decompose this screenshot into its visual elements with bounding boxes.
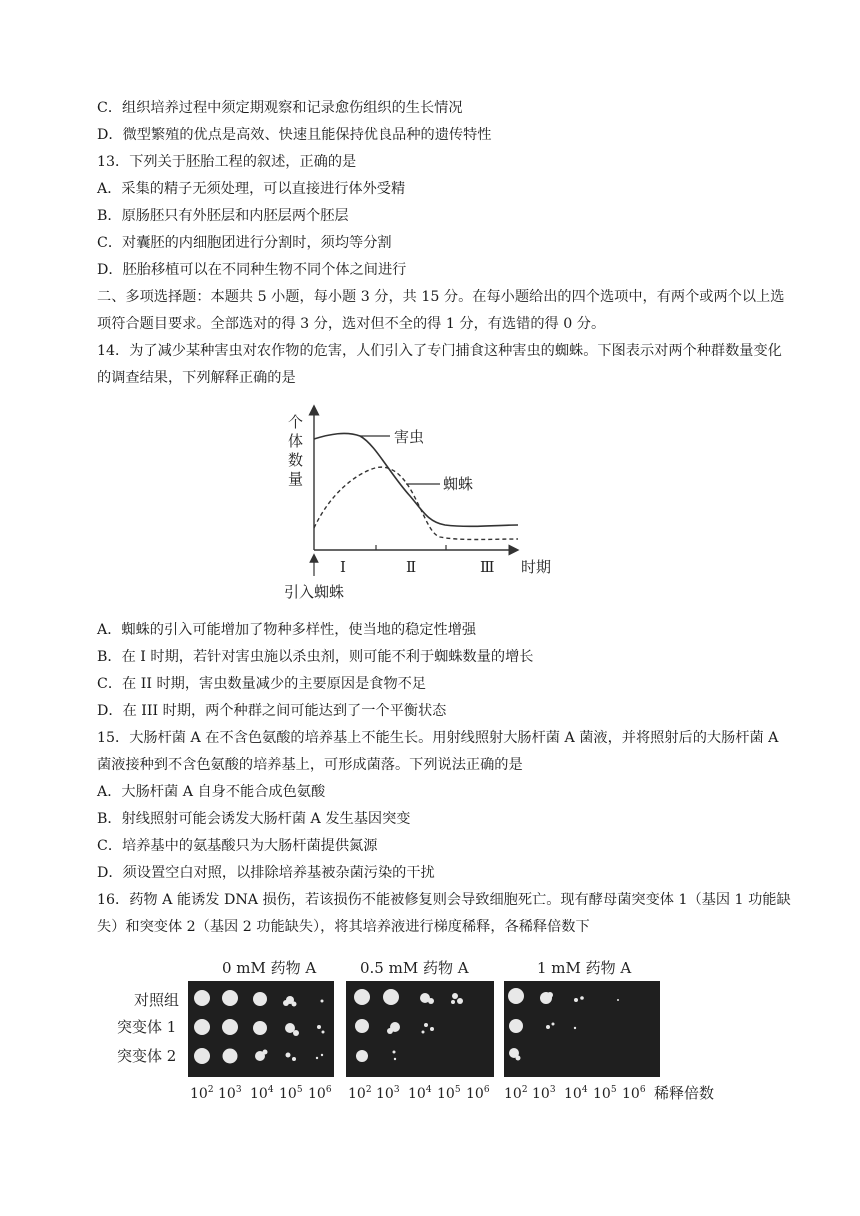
intro-label: 引入蜘蛛 — [284, 583, 345, 601]
svg-text:105: $10^5$ — [279, 1085, 303, 1102]
line-option-13c: C．对囊胚的内细胞团进行分割时，须均等分割 — [97, 235, 392, 251]
dilution-base: 10 — [190, 1086, 208, 1102]
panel-title-2: 0.5 mM 药物 A — [360, 959, 469, 977]
dilution-axis-panel-1 — [190, 1085, 332, 1102]
spot-assay-figure — [112, 955, 732, 1111]
panel-title-3: 1 mM 药物 A — [537, 959, 632, 977]
svg-text:106: $10^6$ — [308, 1085, 332, 1102]
row-label-mutant-1: 突变体 1 — [117, 1018, 177, 1036]
dilution-exponent: 2 — [207, 1085, 214, 1095]
line-question-16: 16．药物 A 能诱发 DNA 损伤，若该损伤不能被修复则会导致细胞死亡。现有酵母菌突变体 1（基因 1 功能缺 — [97, 892, 791, 908]
svg-text:106: $10^6$ — [622, 1085, 646, 1102]
line-question-15-cont: 菌液接种到不含色氨酸的培养基上，可形成菌落。下列说法正确的是 — [97, 757, 523, 773]
svg-text:104: $10^4$ — [564, 1085, 588, 1102]
period-label-2: Ⅱ — [406, 558, 417, 576]
plate-panel-3 — [504, 981, 660, 1077]
line-question-14: 14．为了减少某种害虫对农作物的危害，人们引入了专门捕食这种害虫的蜘蛛。下图表示对两个种群数量变化 — [97, 343, 782, 359]
y-label-1: 个 — [288, 413, 304, 431]
line-option-13b: B．原肠胚只有外胚层和内胚层两个胚层 — [97, 208, 349, 224]
line-option-15c: C．培养基中的氨基酸只为大肠杆菌提供氮源 — [97, 838, 378, 854]
line-option-14b: B．在 I 时期，若针对害虫施以杀虫剂，则可能不利于蜘蛛数量的增长 — [97, 649, 534, 665]
dilution-axis-panel-2 — [348, 1085, 490, 1102]
svg-text:105: $10^5$ — [593, 1085, 617, 1102]
dilution-axis-panel-3 — [504, 1085, 646, 1102]
svg-text:103: $10^3$ — [376, 1085, 400, 1102]
svg-text:103: $10^3$ — [532, 1085, 556, 1102]
x-axis-label: 时期 — [521, 558, 552, 576]
y-label-2: 体 — [288, 432, 304, 450]
line-option-14a: A．蜘蛛的引入可能增加了物种多样性，使当地的稳定性增强 — [97, 622, 477, 638]
line-option-14d: D．在 III 时期，两个种群之间可能达到了一个平衡状态 — [97, 703, 447, 719]
svg-text:102: $10^2$ — [348, 1085, 372, 1102]
svg-text:104: $10^4$ — [408, 1085, 432, 1102]
line-question-13: 13．下列关于胚胎工程的叙述，正确的是 — [97, 154, 357, 170]
svg-text:104: $10^4$ — [250, 1085, 274, 1102]
svg-text:105: $10^5$ — [437, 1085, 461, 1102]
row-label-control: 对照组 — [134, 991, 180, 1009]
line-option-15d: D．须设置空白对照，以排除培养基被杂菌污染的干扰 — [97, 865, 435, 881]
line-section-heading: 二、多项选择题：本题共 5 小题，每小题 3 分，共 15 分。在每小题给出的四个选项中，有两个或两个以上选 — [97, 289, 785, 305]
spider-label: 蜘蛛 — [443, 475, 474, 493]
line-question-15: 15．大肠杆菌 A 在不含色氨酸的培养基上不能生长。用射线照射大肠杆菌 A 菌液，并将照射后的大肠杆菌 A — [97, 730, 779, 746]
line-option-13a: A．采集的精子无须处理，可以直接进行体外受精 — [97, 181, 406, 197]
y-label-3: 数 — [288, 451, 304, 469]
line-section-heading-cont: 项符合题目要求。全部选对的得 3 分，选对但不全的得 1 分，有选错的得 0 分。 — [97, 316, 606, 332]
line-question-14-cont: 的调查结果，下列解释正确的是 — [97, 370, 296, 386]
pest-label: 害虫 — [394, 428, 425, 446]
row-label-mutant-2: 突变体 2 — [117, 1047, 177, 1065]
line-option-13d: D．胚胎移植可以在不同种生物不同个体之间进行 — [97, 262, 407, 278]
period-label-1: Ⅰ — [340, 558, 346, 576]
period-label-3: Ⅲ — [480, 558, 495, 576]
line-option-15b: B．射线照射可能会诱发大肠杆菌 A 发生基因突变 — [97, 811, 411, 827]
line-option-14c: C．在 II 时期，害虫数量减少的主要原因是食物不足 — [97, 676, 427, 692]
line-question-16-cont: 失）和突变体 2（基因 2 功能缺失），将其培养液进行梯度稀释，各稀释倍数下 — [97, 919, 590, 935]
panel-title-1: 0 mM 药物 A — [222, 959, 317, 977]
line-option-15a: A．大肠杆菌 A 自身不能合成色氨酸 — [97, 784, 326, 800]
line-option-12d: D．微型繁殖的优点是高效、快速且能保持优良品种的遗传特性 — [97, 127, 492, 143]
svg-text:103: $10^3$ — [218, 1085, 242, 1102]
y-label-4: 量 — [288, 470, 304, 488]
dilution-axis-label: 稀释倍数 — [654, 1084, 715, 1102]
population-graph — [280, 404, 580, 604]
svg-text:102 — [190, 1085, 214, 1102]
line-option-12c: C．组织培养过程中须定期观察和记录愈伤组织的生长情况 — [97, 100, 463, 116]
pest-curve — [314, 433, 518, 526]
svg-text:102: $10^2$ — [504, 1085, 528, 1102]
svg-text:106: $10^6$ — [466, 1085, 490, 1102]
